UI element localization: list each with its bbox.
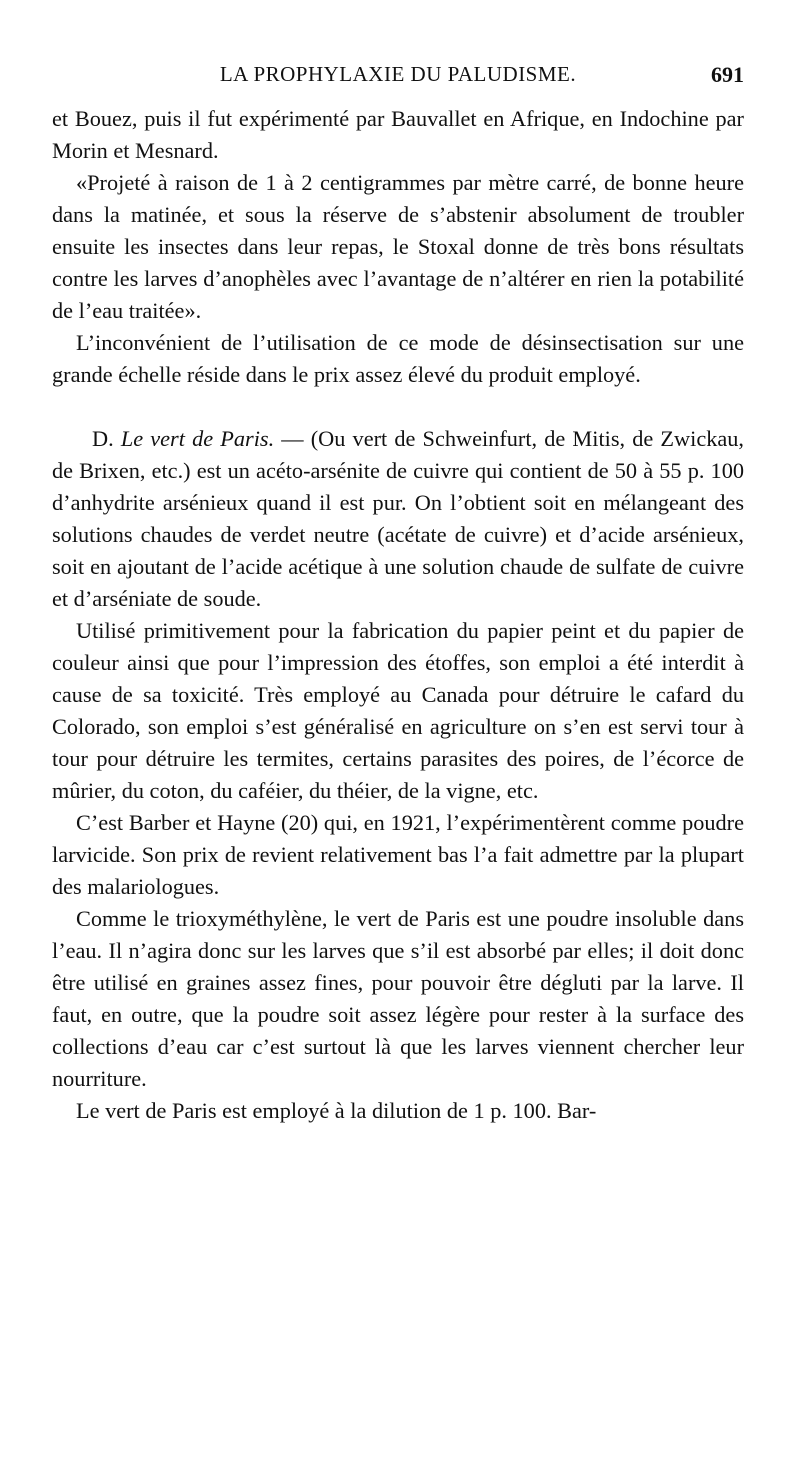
paragraph: Le vert de Paris est employé à la dilution de 1 p. 100. Bar- (76, 1098, 597, 1123)
running-title: LA PROPHYLAXIE DU PALUDISME. (219, 62, 577, 86)
page-header (52, 62, 744, 92)
paragraph: «Projeté à raison de 1 à 2 centigrammes par mètre carré, de bonne heure dans la matinée, et sous la réserve de s’abstenir absolument de troubler ensuite les insectes dans leur repas, le Stoxal donne de très bons résultats contre les larves d’anophèles avec l’avantage de n’altérer en rien la potabilité de l’eau traitée». (52, 170, 744, 323)
section-text: (Ou vert de Schweinfurt, de Mitis, de Zwickau, de Brixen, etc.) est un acéto-arsénite de cuivre qui contient de 50 à 55 p. 100 d’anhydrite arsénieux quand il est pur. On l’obtient soit en mélangeant des solutions chaudes de verdet neutre (acétate de cuivre) et d’acide arsénieux, soit en ajoutant de l’acide acétique à une solution chaude de sulfate de cuivre et d’arséniate de soude. (52, 426, 744, 611)
section-dash: — (281, 426, 304, 451)
paragraph: Comme le trioxyméthylène, le vert de Paris est une poudre insoluble dans l’eau. Il n’agira donc sur les larves que s’il est absorbé par elles; il doit donc être utilisé en graines assez fines, pour pouvoir être dégluti par la larve. Il faut, en outre, que la poudre soit assez légère pour rester à la surface des collections d’eau car c’est surtout là que les larves viennent chercher leur nourriture. (52, 906, 744, 1091)
paragraph: et Bouez, puis il fut expérimenté par Bauvallet en Afrique, en Indochine par Morin et Mesnard. (52, 106, 744, 163)
section-d-paragraph (52, 423, 744, 615)
body-text (52, 103, 744, 1127)
paragraph: C’est Barber et Hayne (20) qui, en 1921, l’expérimentèrent comme poudre larvicide. Son prix de revient relativement bas l’a fait admettre par la plupart des malariologues. (52, 810, 744, 899)
paragraph: Utilisé primitivement pour la fabrication du papier peint et du papier de couleur ainsi que pour l’impression des étoffes, son emploi a été interdit à cause de sa toxicité. Très employé au Canada pour détruire le cafard du Colorado, son emploi s’est généralisé en agriculture on s’en est servi tour à tour pour détruire les termites, certains parasites des poires, de l’écorce de mûrier, du coton, du caféier, du théier, de la vigne, etc. (52, 618, 744, 803)
section-title: Le vert de Paris. (120, 426, 275, 451)
paragraph: L’inconvénient de l’utilisation de ce mode de désinsectisation sur une grande échelle réside dans le prix assez élevé du produit employé. (52, 330, 744, 387)
section-label: D. (92, 426, 114, 451)
page-number: 691 (711, 62, 744, 87)
